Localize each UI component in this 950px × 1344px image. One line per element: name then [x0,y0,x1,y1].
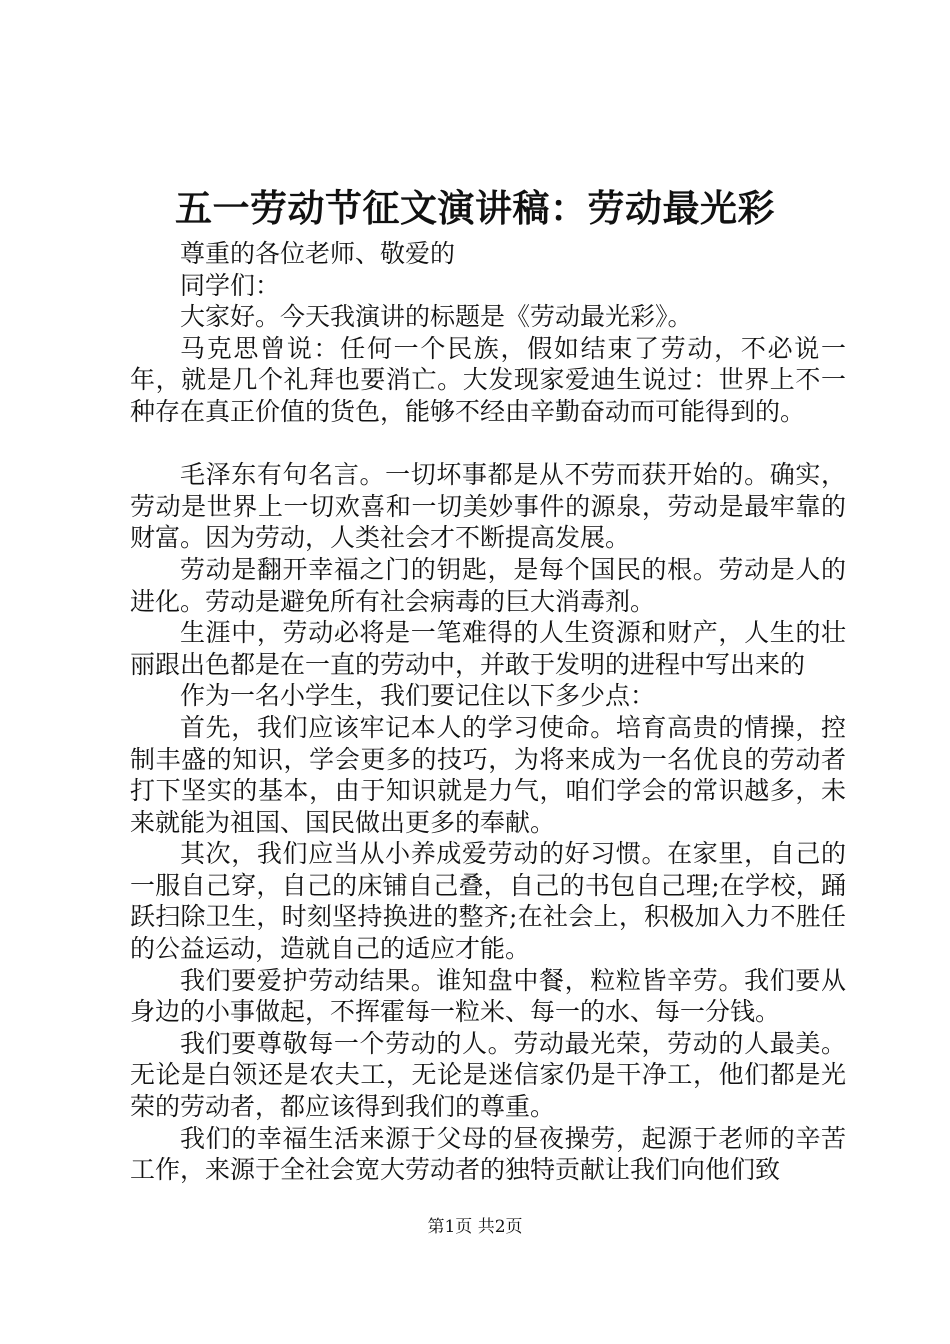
paragraph-points-intro: 作为一名小学生，我们要记住以下多少点： [180,681,656,711]
paragraph-salutation-2: 同学们： [180,270,281,300]
paragraph-mao-quote: 毛泽东有句名言。一切坏事都是从不劳而获开始的。确实，劳动是世界上一切欢喜和一切美妙事件的源泉，劳动是最牢靠的财富。因为劳动，人类社会才不断提高发展。 [130,460,846,553]
paragraph-respect-workers: 我们要尊敬每一个劳动的人。劳动最光荣，劳动的人最美。无论是白领还是农夫工，无论是迷信家仍是干净工，他们都是光荣的劳动者，都应该得到我们的尊重。 [130,1028,846,1122]
document-title: 五一劳动节征文演讲稿：劳动最光彩 [175,186,775,230]
paragraph-happy-life: 我们的幸福生活来源于父母的昼夜操劳，起源于老师的辛苦工作，来源于全社会宽大劳动者的独特贡献让我们向他们致 [130,1123,846,1185]
paragraph-marx-quote: 马克思曾说：任何一个民族，假如结束了劳动，不必说一年，就是几个礼拜也要消亡。大发现家爱迪生说过：世界上不一种存在真正价值的货色，能够不经由辛勤奋动而可能得到的。 [130,333,846,426]
paragraph-second-point: 其次，我们应当从小养成爱劳动的好习惯。在家里，自己的一服自己穿，自己的床铺自己叠，自己的书包自己理;在学校，踊跃扫除卫生，时刻坚持换进的整齐;在社会上，积极加入力不胜任的公益运动，造就自己的适应才能。 [130,839,846,964]
page-number: 第1页 共2页 [427,1217,523,1237]
document-body [130,238,846,1186]
paragraph-first-point: 首先，我们应该牢记本人的学习使命。培育高贵的情操，控制丰盛的知识，学会更多的技巧，为将来成为一名优良的劳动者打下坚实的基本，由于知识就是力气，咱们学会的常识越多，未来就能为祖国、国民做出更多的奉献。 [130,712,846,837]
paragraph-salutation-1: 尊重的各位老师、敬爱的 [180,239,456,268]
paragraph-life-resource: 生涯中，劳动必将是一笔难得的人生资源和财产，人生的壮丽跟出色都是在一直的劳动中，并敢于发明的进程中写出来的 [130,618,846,679]
paragraph-greeting: 大家好。今天我演讲的标题是《劳动最光彩》。 [180,302,693,332]
paragraph-happiness-key: 劳动是翻开幸福之门的钥匙，是每个国民的根。劳动是人的进化。劳动是避免所有社会病毒的巨大消毒剂。 [130,554,846,616]
paragraph-cherish-results: 我们要爱护劳动结果。谁知盘中餐，粒粒皆辛劳。我们要从身边的小事做起，不挥霍每一粒米、每一的水、每一分钱。 [130,965,846,1027]
